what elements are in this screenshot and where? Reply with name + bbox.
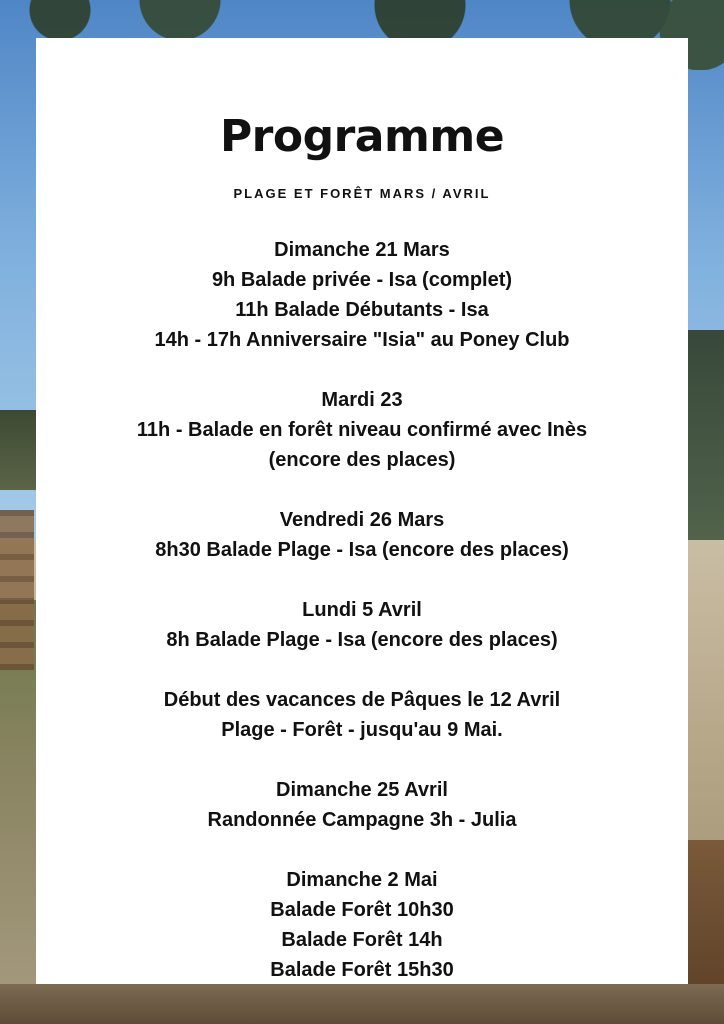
section-line: 8h Balade Plage - Isa (encore des places)	[166, 629, 558, 651]
section-line: 8h30 Balade Plage - Isa (encore des places)	[155, 539, 569, 561]
section-heading: Mardi 23	[321, 389, 403, 411]
section-gap	[36, 355, 688, 385]
section-gap	[36, 475, 688, 505]
section-line: (encore des places)	[268, 449, 456, 471]
page-title: Programme	[219, 111, 505, 162]
section-heading: Dimanche 2 Mai	[286, 869, 438, 891]
programme-card	[36, 38, 688, 984]
programme-list	[36, 235, 688, 985]
section-heading: Début des vacances de Pâques le 12 Avril	[163, 689, 561, 711]
ground-foreground	[0, 984, 724, 1024]
section-heading: Vendredi 26 Mars	[279, 509, 445, 531]
section-gap	[36, 835, 688, 865]
section-line: 9h Balade privée - Isa (complet)	[211, 269, 513, 291]
wooden-fence-left	[0, 510, 34, 670]
section-line: 14h - 17h Anniversaire "Isia" au Poney Club	[154, 329, 570, 351]
section-gap	[36, 565, 688, 595]
section-line: 11h Balade Débutants - Isa	[235, 299, 489, 321]
trees-left	[0, 410, 36, 490]
section-heading: Dimanche 25 Avril	[276, 779, 448, 801]
section-line: Balade Forêt 14h	[281, 929, 443, 951]
section-gap	[36, 655, 688, 685]
page-subtitle: PLAGE ET FORÊT MARS / AVRIL	[233, 186, 491, 201]
trees-right	[686, 330, 724, 560]
section-line: Balade Forêt 15h30	[270, 959, 454, 981]
section-heading: Dimanche 21 Mars	[274, 239, 450, 261]
section-gap	[36, 745, 688, 775]
section-line: Randonnée Campagne 3h - Julia	[207, 809, 517, 831]
section-line: 11h - Balade en forêt niveau confirmé avec Inès	[136, 419, 588, 441]
section-line: Balade Forêt 10h30	[270, 899, 454, 921]
section-line: Plage - Forêt - jusqu'au 9 Mai.	[221, 719, 503, 741]
section-heading: Lundi 5 Avril	[302, 599, 422, 621]
